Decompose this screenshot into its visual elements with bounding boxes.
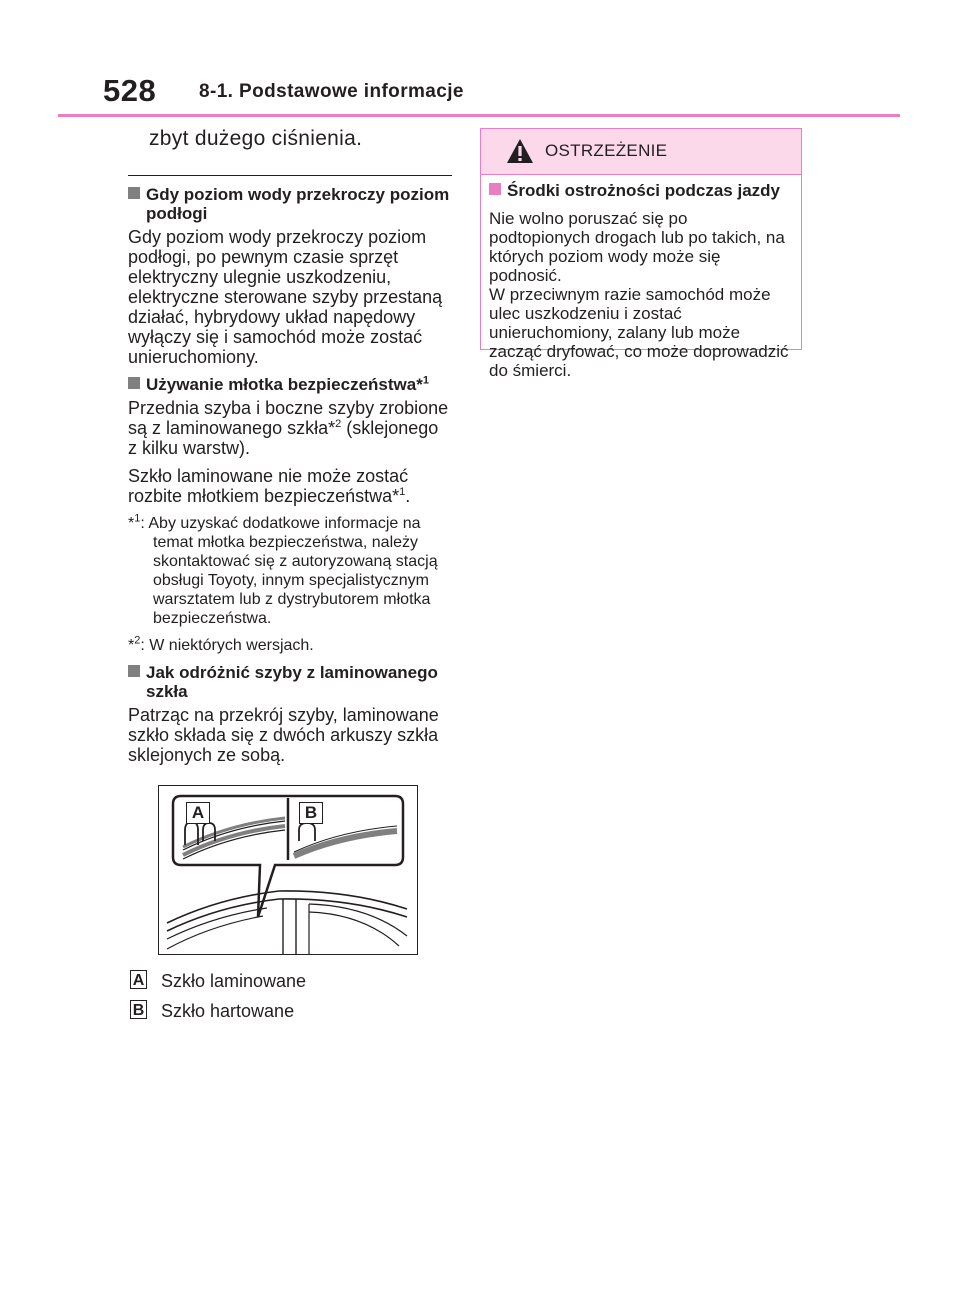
heading-water-level: Gdy poziom wody przekroczy poziom podłogi bbox=[128, 185, 452, 223]
paragraph-laminated-glass: Przednia szyba i boczne szyby zrobione są z laminowanego szkła*$^2$ (sklejonego z kilku warstw). bbox=[128, 398, 449, 458]
legend-item-tempered bbox=[128, 1001, 452, 1021]
warning-heading: Środki ostrożności podczas jazdy bbox=[489, 181, 793, 200]
warning-header bbox=[481, 129, 801, 175]
warning-box bbox=[480, 128, 802, 380]
legend-item-laminated bbox=[128, 971, 452, 991]
square-bullet-icon bbox=[128, 187, 140, 199]
square-bullet-icon bbox=[128, 377, 140, 389]
paragraph-cross-section: Patrząc na przekrój szyby, laminowane szkło składa się z dwóch arkuszy szkła sklejonych ze sobą. bbox=[128, 705, 439, 765]
glass-cross-section-illustration bbox=[158, 785, 418, 955]
warning-paragraph-2: W przeciwnym razie samochód może ulec uszkodzeniu i zostać unieruchomiony, zalany lub może zacząć dryfować, co może doprowadzić do śmierci. bbox=[489, 285, 789, 380]
left-column bbox=[128, 122, 452, 1021]
warning-paragraph-1: Nie wolno poruszać się po podtopionych drogach lub po takich, na których poziom wody może się podnosić. bbox=[489, 209, 785, 285]
heading-distinguish-glass: Jak odróżnić szyby z laminowanego szkła bbox=[128, 663, 452, 701]
legend-text-tempered: Szkło hartowane bbox=[161, 1001, 295, 1021]
page-number: 528 bbox=[103, 73, 157, 108]
footnote-1: *$^1$: Aby uzyskać dodatkowe informacje na temat młotka bezpieczeństwa, należy skontaktować się z autoryzowaną stacją obsługi Toyoty, innym specjalistycznym warsztatem lub z dystrybutorem młotka bezpieczeństwa. bbox=[128, 512, 438, 627]
warning-body bbox=[481, 175, 801, 380]
warning-title: OSTRZEŻENIE bbox=[545, 141, 668, 160]
figure-label-b: B bbox=[299, 802, 323, 824]
page-header bbox=[0, 0, 960, 118]
footnote-2: *$^2$: W niektórych wersjach. bbox=[128, 634, 314, 654]
continuation-text: zbyt dużego ciśnienia. bbox=[149, 127, 363, 150]
square-bullet-icon bbox=[489, 183, 501, 195]
square-bullet-icon bbox=[128, 665, 140, 677]
warning-triangle-icon bbox=[506, 138, 534, 164]
figure-label-a: A bbox=[186, 802, 210, 824]
heading-safety-hammer: Używanie młotka bezpieczeństwa*$^1$ bbox=[128, 375, 452, 394]
legend-badge-b: B bbox=[130, 1000, 147, 1019]
paragraph-hammer-note: Szkło laminowane nie może zostać rozbite młotkiem bezpieczeństwa*$^1$. bbox=[128, 466, 411, 506]
header-rule bbox=[58, 114, 900, 117]
section-divider bbox=[128, 175, 452, 176]
paragraph-water-level: Gdy poziom wody przekroczy poziom podłogi, po pewnym czasie sprzęt elektryczny ulegnie uszkodzeniu, elektryczne sterowane szyby przestaną działać, hybrydowy układ napędowy wyłączy się i samochód może zostać unieruchomiony. bbox=[128, 227, 443, 367]
legend-text-laminated: Szkło laminowane bbox=[161, 971, 307, 991]
section-title: 8-1. Podstawowe informacje bbox=[199, 81, 464, 102]
legend-badge-a: A bbox=[130, 970, 147, 989]
